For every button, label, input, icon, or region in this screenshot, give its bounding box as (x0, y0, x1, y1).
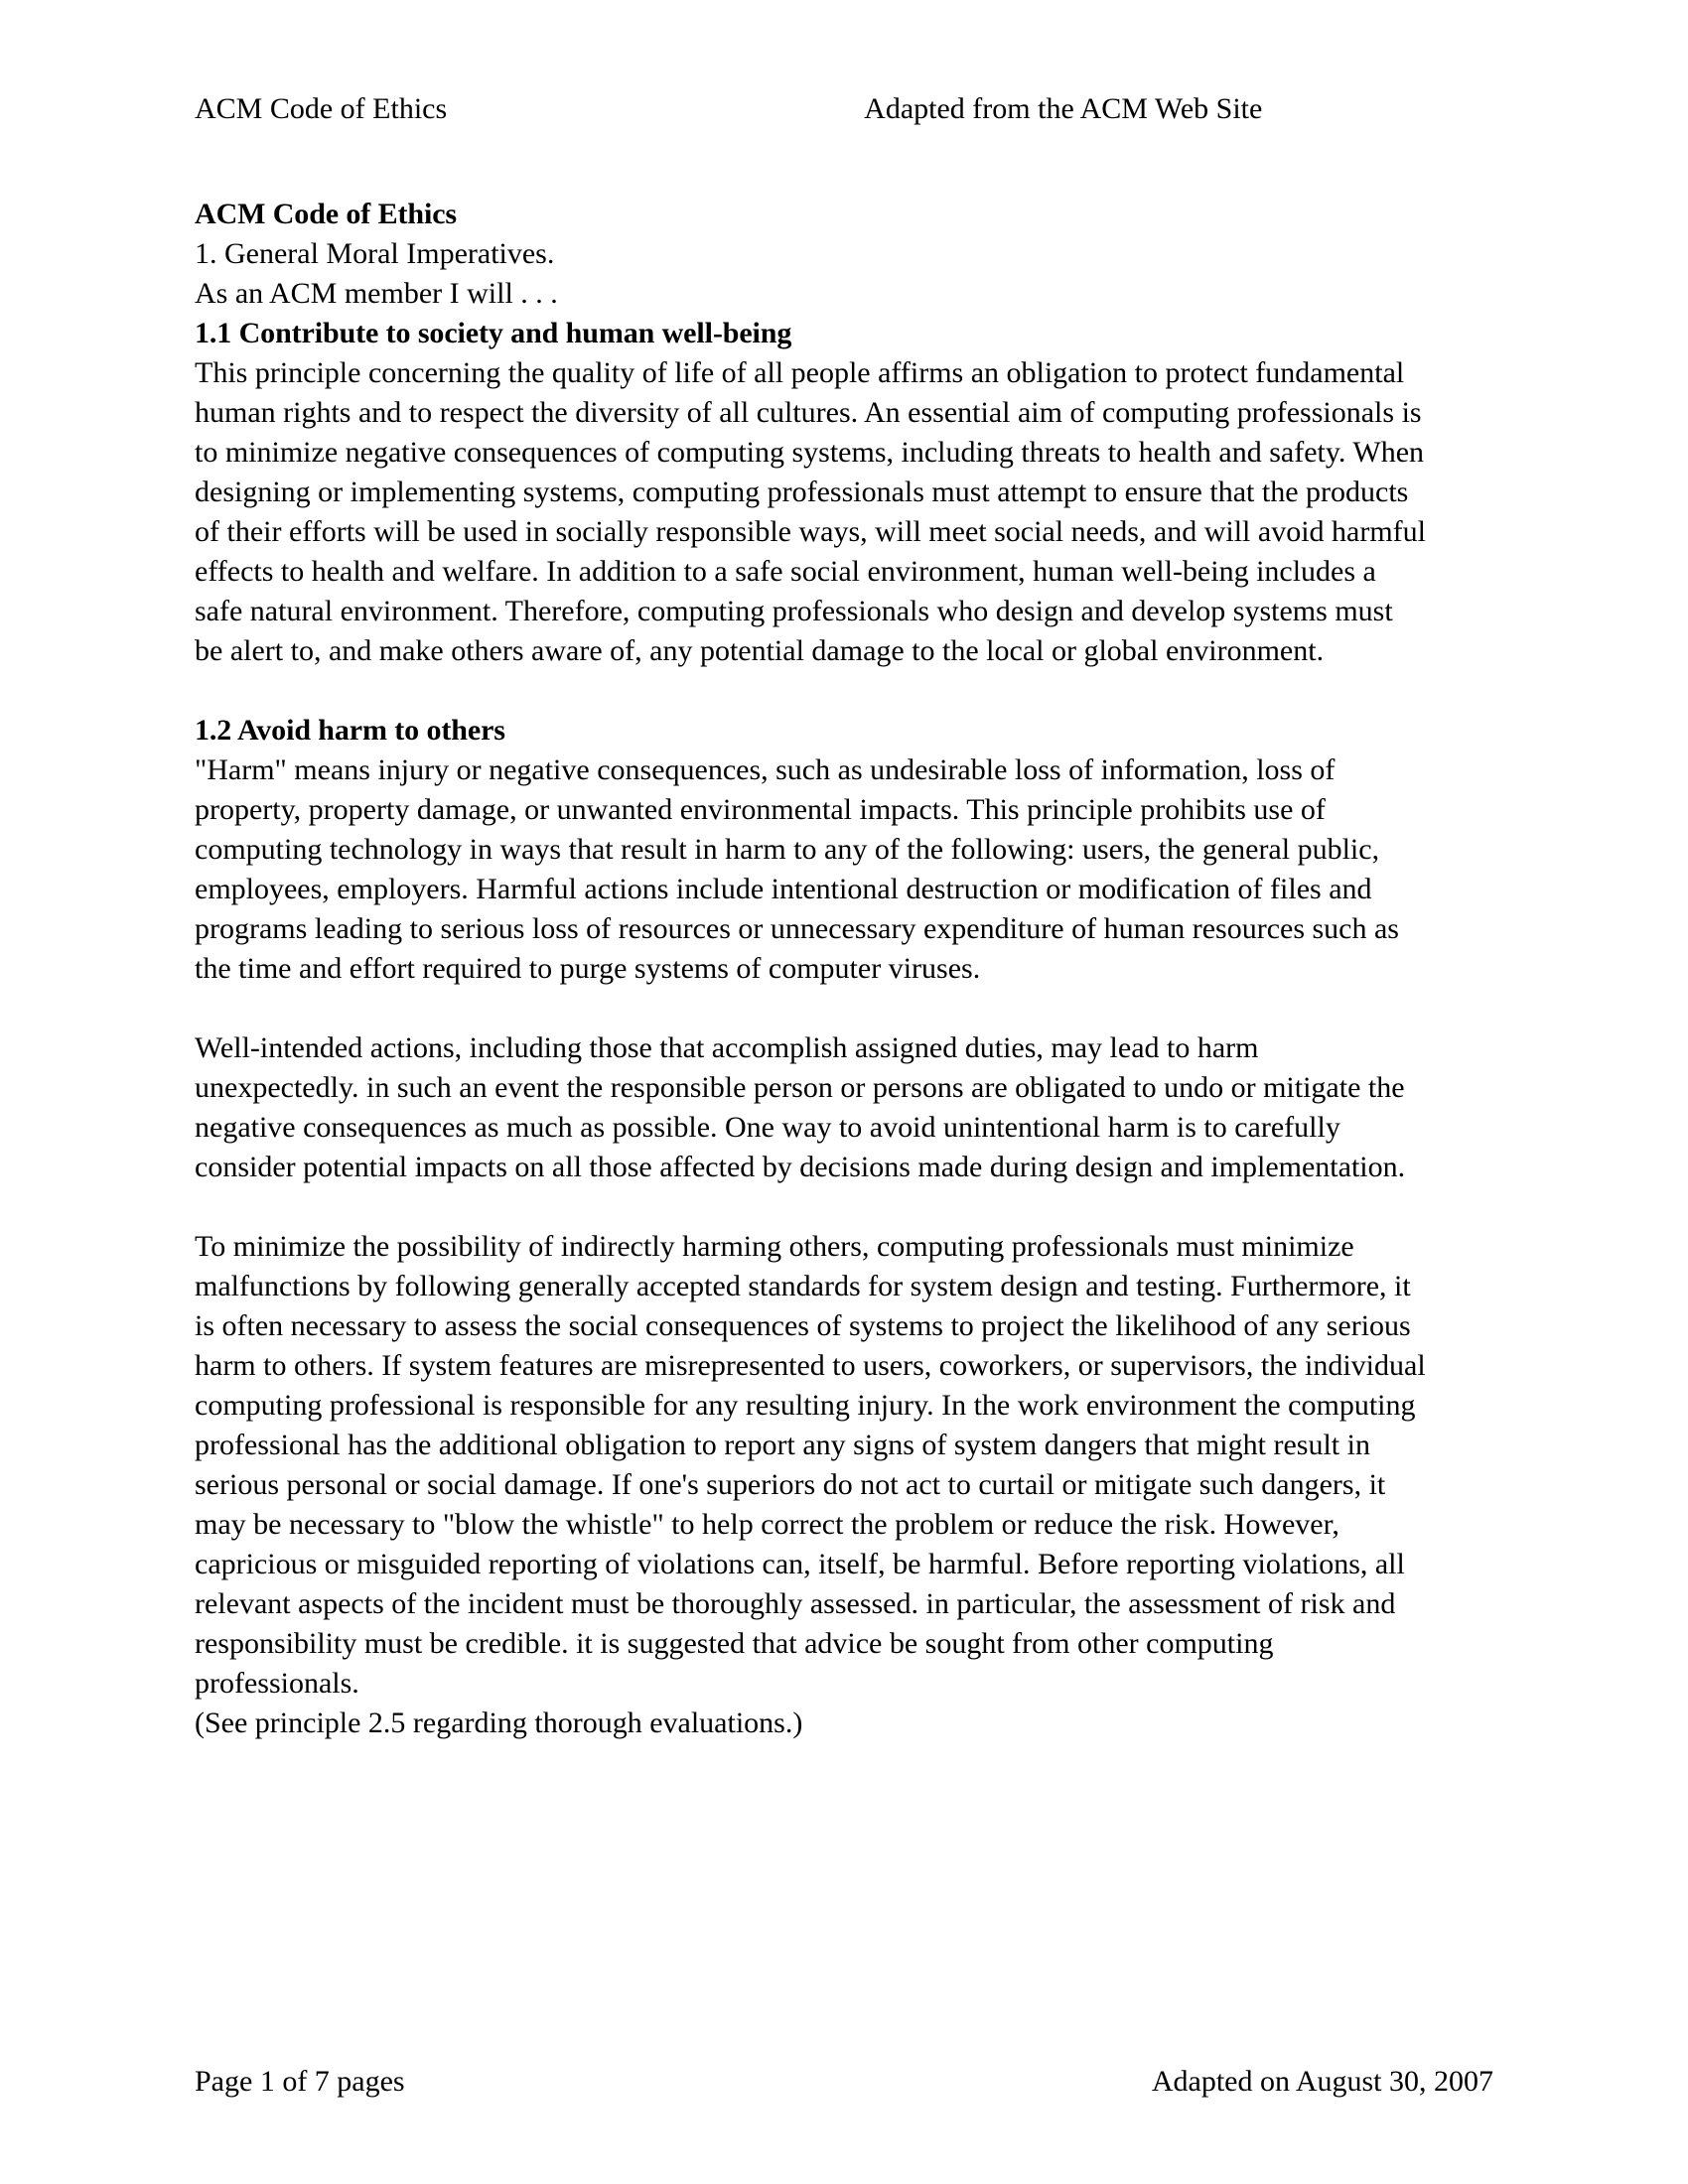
header-left-title: ACM Code of Ethics (195, 92, 448, 125)
section-spacer (195, 671, 1426, 711)
intro-line-member-pledge: As an ACM member I will . . . (195, 277, 558, 310)
footer-adapted-date: Adapted on August 30, 2007 (1151, 2065, 1493, 2098)
intro-line-general-moral-imperatives: 1. General Moral Imperatives. (195, 237, 555, 270)
section-1-2-paragraph-1: "Harm" means injury or negative consequences, such as undesirable loss of information, loss of property, property damage, or unwanted environmental impacts. This principle prohibits use of computing technology in ways that result in harm to any of the following: users, the general public, employees, employers. Harmful actions include intentional destruction or modification of files and programs leading to serious loss of resources or unnecessary expenditure of human resources such as the time and effort required to purge systems of computer viruses. (195, 753, 1399, 985)
document-body (195, 195, 1426, 1743)
page-footer (195, 2067, 1493, 2097)
footer-page-number: Page 1 of 7 pages (195, 2065, 405, 2098)
running-header (195, 94, 1493, 124)
section-heading-1-2: 1.2 Avoid harm to others (195, 714, 505, 747)
document-title: ACM Code of Ethics (195, 198, 458, 230)
header-right-source: Adapted from the ACM Web Site (864, 92, 1263, 125)
section-1-2-closing-reference: (See principle 2.5 regarding thorough evaluations.) (195, 1706, 803, 1739)
section-heading-1-1: 1.1 Contribute to society and human well-being (195, 317, 792, 349)
section-1-1-paragraph: This principle concerning the quality of life of all people affirms an obligation to protect fundamental human rights and to respect the diversity of all cultures. An essential aim of computing professionals is to minimize negative consequences of computing systems, including threats to health and safety. When designing or implementing systems, computing professionals must attempt to ensure that the products of their efforts will be used in socially responsible ways, will meet social needs, and will avoid harmful effects to health and welfare. In addition to a safe social environment, human well-being includes a safe natural environment. Therefore, computing professionals who design and develop systems must be alert to, and make others aware of, any potential damage to the local or global environment. (195, 356, 1426, 667)
paragraph-spacer (195, 1187, 1426, 1227)
section-1-2-paragraph-3: To minimize the possibility of indirectly harming others, computing professionals must minimize malfunctions by following generally accepted standards for system design and testing. Furthermore, it is often necessary to assess the social consequences of systems to project the likelihood of any serious harm to others. If system features are misrepresented to users, coworkers, or supervisors, the individual computing professional is responsible for any resulting injury. In the work environment the computing professional has the additional obligation to report any signs of system dangers that might result in serious personal or social damage. If one's superiors do not act to curtail or mitigate such dangers, it may be necessary to "blow the whistle" to help correct the problem or reduce the risk. However, capricious or misguided reporting of violations can, itself, be harmful. Before reporting violations, all relevant aspects of the incident must be thoroughly assessed. in particular, the assessment of risk and responsibility must be credible. it is suggested that advice be sought from other computing professionals. (195, 1230, 1426, 1700)
paragraph-spacer (195, 989, 1426, 1028)
section-1-2-paragraph-2: Well-intended actions, including those that accomplish assigned duties, may lead to harm unexpectedly. in such an event the responsible person or persons are obligated to undo or mitigate the negative consequences as much as possible. One way to avoid unintentional harm is to carefully consider potential impacts on all those affected by decisions made during design and implementation. (195, 1031, 1406, 1183)
